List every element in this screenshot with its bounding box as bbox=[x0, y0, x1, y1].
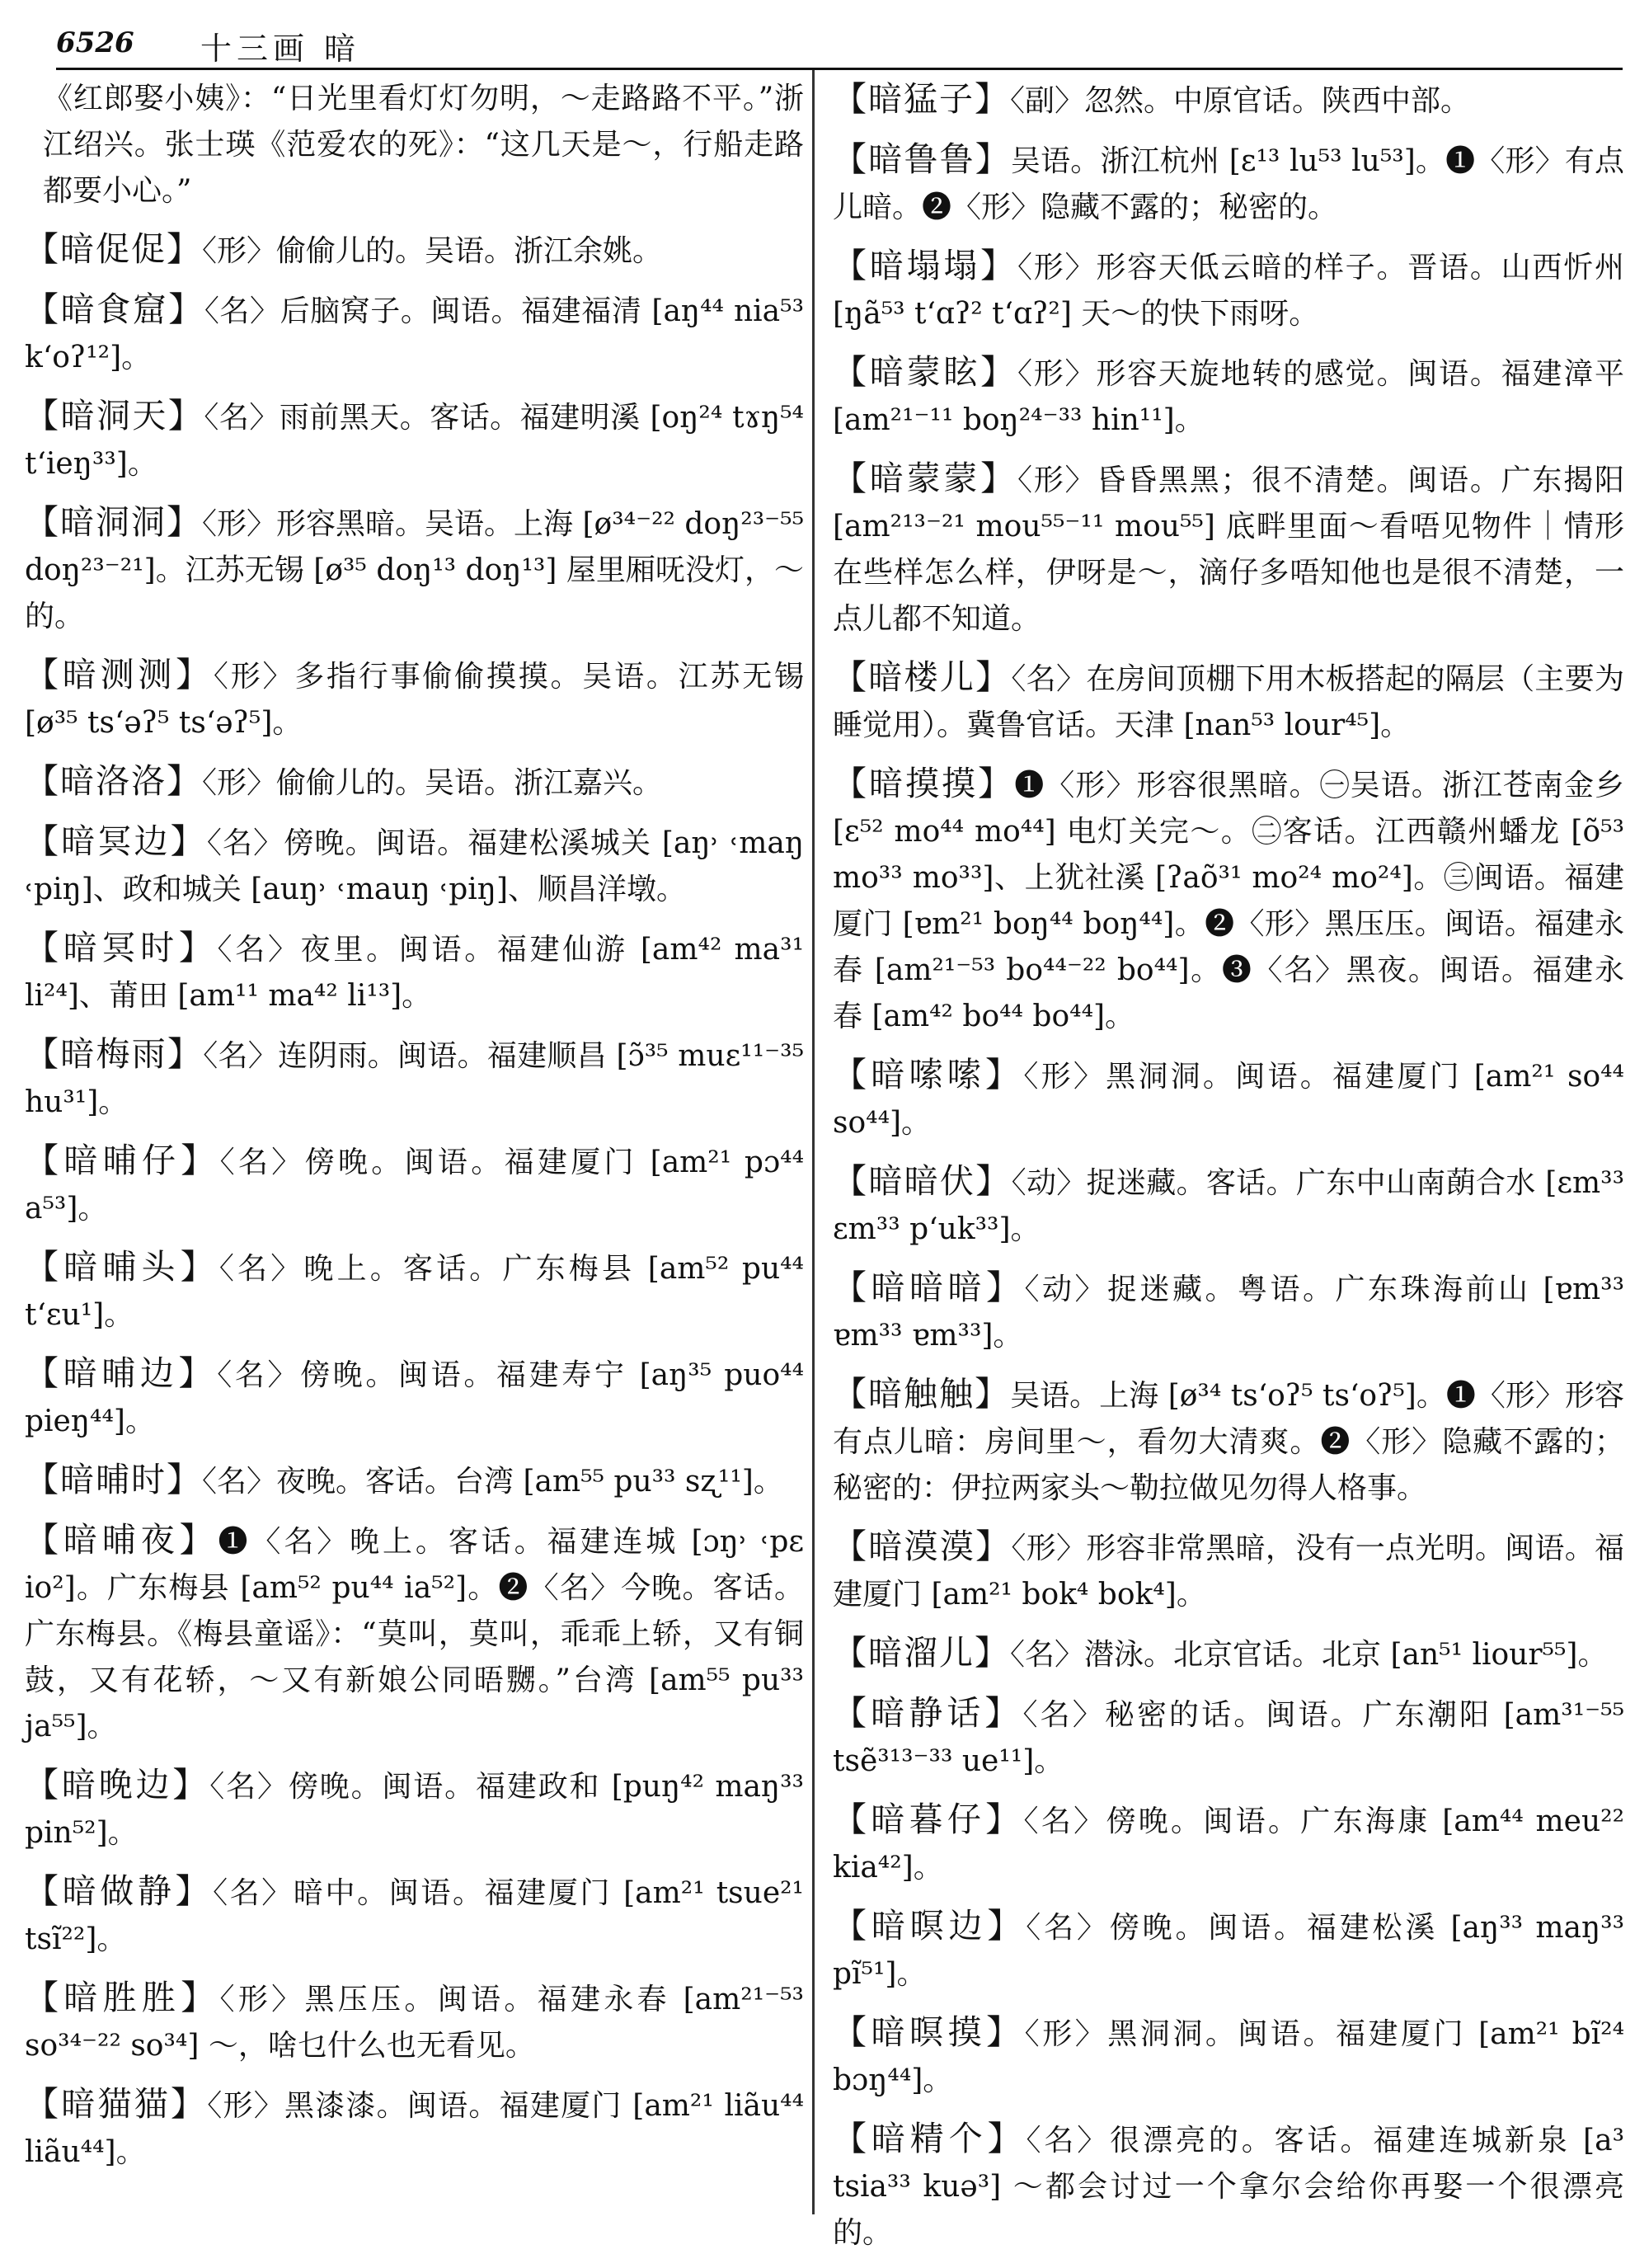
entry-headword: 【暗梅雨】 bbox=[25, 1034, 204, 1074]
entry bbox=[833, 1903, 1624, 1997]
entry-text: ❶〈形〉形容很黑暗。㊀吴语。浙江苍南金乡 [ɛ⁵² mo⁴⁴ mo⁴⁴] 电灯关完～。㊁客话。江西赣州蟠龙 [õ⁵³ mo³³ mo³³]、上犹社溪 [ʔaõ³¹ mo²⁴ mo²⁴]。㊂闽语。福建厦门 [ɐm²¹ boŋ⁴⁴ boŋ⁴⁴]。❷〈形〉黑压压。闽语。福建永春 [am²¹⁻⁵³ bo⁴⁴⁻²² bo⁴⁴]。❸〈名〉黑夜。闽语。福建永春 [am⁴² bo⁴⁴ bo⁴⁴]。 bbox=[833, 769, 1624, 1033]
entry-text: 〈名〉秘密的话。闽语。广东潮阳 [am³¹⁻⁵⁵ tsẽ³¹³⁻³³ ue¹¹]。 bbox=[833, 1698, 1625, 1778]
column-divider bbox=[812, 70, 815, 2214]
entry-headword: 【暗蒙蒙】 bbox=[833, 459, 1017, 498]
entry-text: 〈形〉偷偷儿的。吴语。浙江余姚。 bbox=[202, 234, 663, 268]
entry bbox=[833, 1523, 1624, 1618]
entry-headword: 【暗冥边】 bbox=[25, 821, 207, 861]
entry-text: 〈形〉形容天旋地转的感觉。闽语。福建漳平 [am²¹⁻¹¹ boŋ²⁴⁻³³ hin¹¹]。 bbox=[833, 357, 1624, 437]
page-header bbox=[56, 23, 1623, 67]
entry-text: 〈形〉昏昏黑黑；很不清楚。闽语。广东揭阳 [am²¹³⁻²¹ mou⁵⁵⁻¹¹ mou⁵⁵] 底畔里面～看唔见物件｜情形在些样怎么样，伊呀是～，滴仔多唔知他也是很不清楚，一点儿都不知道。 bbox=[833, 463, 1624, 636]
entry-headword: 【暗猫猫】 bbox=[25, 2084, 208, 2124]
entry-text: 〈名〉夜晚。客话。台湾 [am⁵⁵ pu³³ sʐ¹¹]。 bbox=[202, 1465, 783, 1499]
entry-headword: 【暗晡边】 bbox=[25, 1353, 218, 1393]
entry bbox=[833, 76, 1624, 125]
entry-text: 〈副〉忽然。中原官话。陕西中部。 bbox=[1010, 84, 1471, 118]
entry-headword: 【暗晡仔】 bbox=[25, 1141, 220, 1180]
entry bbox=[833, 1264, 1624, 1359]
entry-text: 〈形〉多指行事偷偷摸摸。吴语。江苏无锡 [ø³⁵ tsʻəʔ⁵ tsʻəʔ⁵]。 bbox=[25, 660, 804, 740]
entry-text: 〈形〉形容非常黑暗，没有一点光明。闽语。福建厦门 [am²¹ bok⁴ bok⁴]。 bbox=[833, 1532, 1624, 1612]
entry-headword: 【暗做静】 bbox=[25, 1871, 214, 1911]
entry-text: 〈名〉雨前黑天。客话。福建明溪 [oŋ²⁴ tɤŋ⁵⁴ tʻieŋ³³]。 bbox=[25, 401, 804, 481]
entry-text: 〈名〉后脑窝子。闽语。福建福清 [aŋ⁴⁴ nia⁵³ kʻoʔ¹²]。 bbox=[25, 294, 804, 374]
entry bbox=[833, 1796, 1624, 1891]
entry-text: 〈形〉形容天低云暗的样子。晋语。山西忻州 [ŋã⁵³ tʻɑʔ² tʻɑʔ²] 天～的快下雨呀。 bbox=[833, 251, 1624, 331]
entry-headword: 【暗洞洞】 bbox=[25, 502, 203, 542]
entry-headword: 【暗晡夜】 bbox=[25, 1520, 218, 1560]
entry bbox=[25, 286, 804, 381]
entry bbox=[833, 2115, 1624, 2256]
entry-headword: 【暗摸摸】 bbox=[833, 764, 1015, 803]
entry-headword: 【暗嗦嗦】 bbox=[833, 1055, 1024, 1094]
entry bbox=[25, 1456, 804, 1505]
entry-text: 〈名〉傍晚。闽语。福建松溪城关 [aŋ˒ ˓maŋ ˓piŋ]、政和城关 [auŋ˒ ˓mauŋ ˓piŋ]、顺昌洋墩。 bbox=[25, 826, 805, 906]
entry-headword: 【暗晡时】 bbox=[25, 1460, 202, 1499]
entry bbox=[25, 1031, 804, 1126]
header-rule bbox=[56, 68, 1623, 70]
entry bbox=[25, 2081, 804, 2176]
entry-headword: 【暗洞天】 bbox=[25, 396, 204, 435]
page-number: 6526 bbox=[56, 26, 134, 59]
entry-text: 吴语。上海 [ø³⁴ tsʻoʔ⁵ tsʻoʔ⁵]。❶〈形〉形容有点儿暗：房间里～，看勿大清爽。❷〈形〉隐藏不露的；秘密的：伊拉两家头～勒拉做见勿得人格事。 bbox=[833, 1379, 1625, 1505]
entry-headword: 【暗暮仔】 bbox=[833, 1800, 1024, 1839]
entry-headword: 【暗食窟】 bbox=[25, 289, 204, 329]
entry-text: 〈形〉黑漆漆。闽语。福建厦门 [am²¹ liãu⁴⁴ liãu⁴⁴]。 bbox=[25, 2089, 805, 2169]
entry-headword: 【暗胜胜】 bbox=[25, 1978, 220, 2017]
entry-headword: 【暗漠漠】 bbox=[833, 1527, 1012, 1566]
entry-headword: 【暗蒙眩】 bbox=[833, 352, 1017, 392]
entry-headword: 【暗楼儿】 bbox=[833, 657, 1012, 697]
entry-headword: 【暗静话】 bbox=[833, 1693, 1023, 1733]
entry-headword: 【暗暗伏】 bbox=[833, 1161, 1012, 1201]
right-column bbox=[833, 76, 1624, 2268]
entry-text: 〈形〉形容黑暗。吴语。上海 [ø³⁴⁻²² doŋ²³⁻⁵⁵ doŋ²³⁻²¹]。江苏无锡 [ø³⁵ doŋ¹³ doŋ¹³] 屋里厢呒没灯，～的。 bbox=[25, 507, 805, 633]
entry bbox=[25, 652, 804, 746]
entry-text: 〈形〉偷偷儿的。吴语。浙江嘉兴。 bbox=[202, 766, 663, 800]
entry-text: 《红郎娶小姨》：“日光里看灯灯勿明，～走路路不平。”浙江绍兴。张士瑛《范爱农的死》：“这几天是～，行船走路都要小心。” bbox=[43, 82, 804, 208]
entry-headword: 【暗暝摸】 bbox=[833, 2012, 1025, 2052]
entry-text: 〈名〉傍晚。闽语。福建松溪 [aŋ³³ maŋ³³ pĩ⁵¹]。 bbox=[833, 1911, 1625, 1991]
entry-headword: 【暗晡头】 bbox=[25, 1247, 219, 1287]
entry-continued bbox=[25, 76, 804, 214]
entry-headword: 【暗暝边】 bbox=[833, 1906, 1027, 1946]
entry-text: 〈形〉黑洞洞。闽语。福建厦门 [am²¹ so⁴⁴ so⁴⁴]。 bbox=[833, 1060, 1624, 1140]
entry-headword: 【暗精个】 bbox=[833, 2119, 1027, 2158]
entry-text: 〈动〉捉迷藏。粤语。广东珠海前山 [ɐm³³ ɐm³³ ɐm³³]。 bbox=[833, 1273, 1625, 1353]
entry-text: 〈名〉傍晚。闽语。福建厦门 [am²¹ pɔ⁴⁴ a⁵³]。 bbox=[25, 1146, 805, 1226]
entry bbox=[833, 1158, 1624, 1253]
entry-text: 〈名〉连阴雨。闽语。福建顺昌 [ɔ̃³⁵ muɛ¹¹⁻³⁵ hu³¹]。 bbox=[25, 1039, 804, 1119]
left-column bbox=[25, 76, 804, 2187]
entry bbox=[833, 1371, 1624, 1512]
entry bbox=[25, 226, 804, 275]
entry bbox=[25, 1244, 804, 1339]
entry bbox=[25, 1974, 804, 2069]
entry bbox=[25, 818, 804, 913]
entry-headword: 【暗溜儿】 bbox=[833, 1633, 1010, 1673]
entry-text: ❶〈名〉晚上。客话。福建连城 [ɔŋ˒ ˓pɛ io²]。广东梅县 [am⁵² pu⁴⁴ ia⁵²]。❷〈名〉今晚。客话。广东梅县。《梅县童谣》：“莫叫，莫叫，乖乖上轿，又有铜鼓，又有花轿，～又有新娘公同晤嬲。”台湾 [am⁵⁵ pu³³ ja⁵⁵]。 bbox=[25, 1525, 805, 1743]
entry-headword: 【暗暗暗】 bbox=[833, 1268, 1025, 1307]
entry bbox=[25, 925, 804, 1019]
entry bbox=[833, 1630, 1624, 1678]
entry-headword: 【暗塌塌】 bbox=[833, 246, 1017, 285]
entry-text: 〈形〉黑压压。闽语。福建永春 [am²¹⁻⁵³ so³⁴⁻²² so³⁴] ～，啥乜什么也无看见。 bbox=[25, 1983, 804, 2063]
entry bbox=[833, 455, 1624, 642]
entry bbox=[25, 1868, 804, 1963]
entry-headword: 【暗促促】 bbox=[25, 229, 202, 269]
entry-text: 〈名〉在房间顶棚下用木板搭起的隔层（主要为睡觉用）。冀鲁官话。天津 [nan⁵³ lour⁴⁵]。 bbox=[833, 662, 1624, 742]
entry-text: 吴语。浙江杭州 [ɛ¹³ lu⁵³ lu⁵³]。❶〈形〉有点儿暗。❷〈形〉隐藏不露的；秘密的。 bbox=[833, 144, 1625, 224]
entry-headword: 【暗测测】 bbox=[25, 655, 214, 694]
entry bbox=[25, 1137, 804, 1232]
entry-headword: 【暗猛子】 bbox=[833, 79, 1010, 119]
entry bbox=[833, 242, 1624, 337]
entry-text: 〈名〉暗中。闽语。福建厦门 [am²¹ tsue²¹ tsĩ²²]。 bbox=[25, 1876, 804, 1956]
entry bbox=[25, 758, 804, 807]
entry bbox=[833, 349, 1624, 444]
entry bbox=[25, 1517, 804, 1750]
entry bbox=[25, 1350, 804, 1445]
entry-text: 〈名〉傍晚。闽语。福建寿宁 [aŋ³⁵ puo⁴⁴ pieŋ⁴⁴]。 bbox=[25, 1358, 805, 1438]
entry bbox=[25, 393, 804, 487]
entry bbox=[833, 654, 1624, 749]
entry-headword: 【暗触触】 bbox=[833, 1374, 1011, 1414]
entry-text: 〈名〉很漂亮的。客话。福建连城新泉 [a³ tsia³³ kuə³] ～都会讨过一个拿尔会给你再娶一个很漂亮的。 bbox=[833, 2124, 1624, 2250]
entry-text: 〈名〉夜里。闽语。福建仙游 [am⁴² ma³¹ li²⁴]、莆田 [am¹¹ ma⁴² li¹³]。 bbox=[25, 933, 805, 1013]
section-title: 十三画 暗 bbox=[200, 31, 361, 67]
entry-text: 〈名〉潜泳。北京官话。北京 [an⁵¹ liour⁵⁵]。 bbox=[1010, 1638, 1608, 1672]
entry-text: 〈形〉黑洞洞。闽语。福建厦门 [am²¹ bĩ²⁴ bɔŋ⁴⁴]。 bbox=[833, 2017, 1625, 2097]
entry bbox=[25, 1762, 804, 1856]
entry bbox=[25, 499, 804, 640]
entry bbox=[833, 760, 1624, 1040]
entry-headword: 【暗洛洛】 bbox=[25, 761, 202, 801]
entry-headword: 【暗鲁鲁】 bbox=[833, 139, 1011, 179]
entry-text: 〈名〉晚上。客话。广东梅县 [am⁵² pu⁴⁴ tʻɛu¹]。 bbox=[25, 1252, 804, 1332]
entry-headword: 【暗冥时】 bbox=[25, 928, 218, 967]
entry-text: 〈名〉傍晚。闽语。广东海康 [am⁴⁴ meu²² kia⁴²]。 bbox=[833, 1805, 1624, 1885]
entry-headword: 【暗晚边】 bbox=[25, 1765, 210, 1805]
entry bbox=[833, 136, 1624, 231]
entry bbox=[833, 1690, 1624, 1785]
entry-text: 〈动〉捉迷藏。客话。广东中山南蓢合水 [ɛm³³ ɛm³³ pʻuk³³]。 bbox=[833, 1166, 1625, 1246]
entry bbox=[833, 1052, 1624, 1146]
entry bbox=[833, 2009, 1624, 2104]
entry-text: 〈名〉傍晚。闽语。福建政和 [puŋ⁴² maŋ³³ pin⁵²]。 bbox=[25, 1770, 804, 1850]
